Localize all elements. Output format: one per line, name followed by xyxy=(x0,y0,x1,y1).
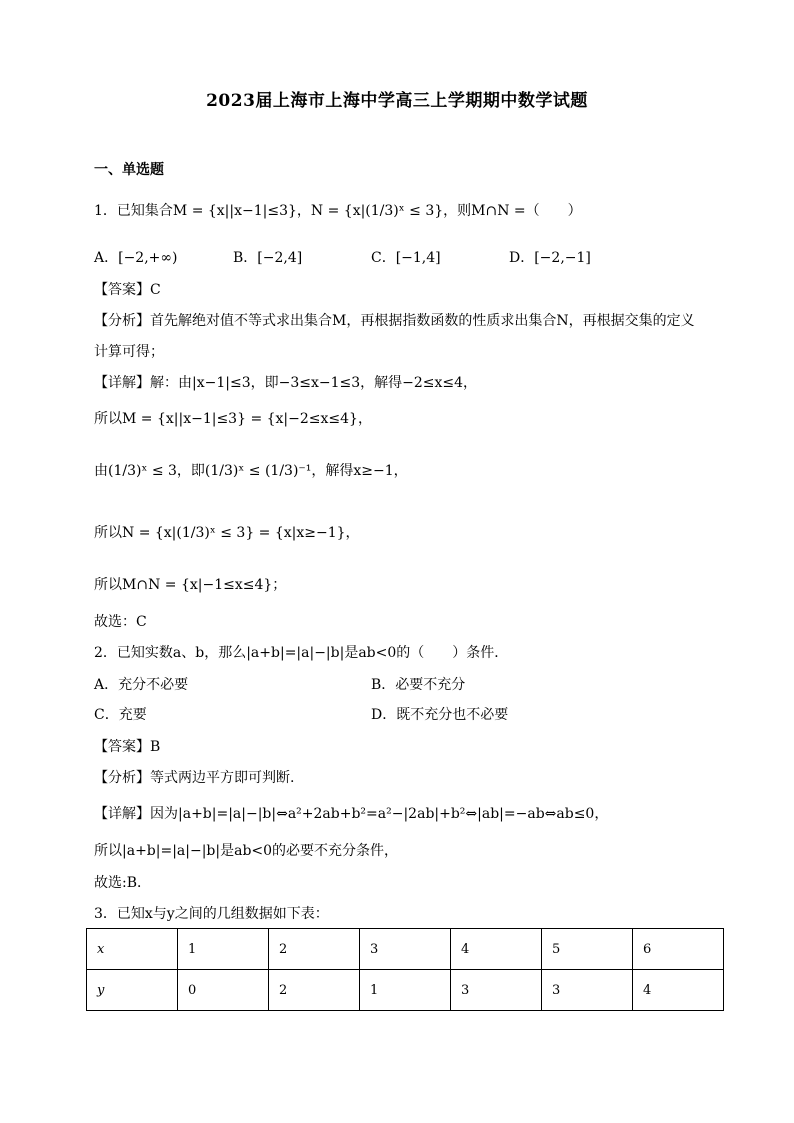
table-cell: 1 xyxy=(178,929,269,970)
table-cell: 3 xyxy=(360,929,451,970)
table-cell: 4 xyxy=(633,970,724,1011)
table-cell: 3 xyxy=(542,970,633,1011)
q2-option-a: A．充分不必要 xyxy=(94,677,189,693)
table-cell: 4 xyxy=(451,929,542,970)
q2-choice: 故选:B． xyxy=(94,875,152,891)
table-cell: 2 xyxy=(269,970,360,1011)
q2-detail-line-2: 所以|a+b|=|a|−|b|是ab<0的必要不充分条件， xyxy=(94,843,399,859)
table-cell: 2 xyxy=(269,929,360,970)
table-cell: 0 xyxy=(178,970,269,1011)
q1-detail-line-5: 所以M∩N = {x|−1≤x≤4}； xyxy=(94,577,287,593)
q1-detail-line-1: 【详解】解：由|x−1|≤3，即−3≤x−1≤3，解得−2≤x≤4， xyxy=(94,375,478,391)
q1-answer: 【答案】C xyxy=(94,282,161,298)
q1-detail-line-2: 所以M = {x||x−1|≤3} = {x|−2≤x≤4}， xyxy=(94,411,372,427)
document-title: 2023届上海市上海中学高三上学期期中数学试题 xyxy=(206,91,588,111)
q1-stem: 1．已知集合M = {x||x−1|≤3}，N = {x|(1/3)ˣ ≤ 3}，则M∩N =（ ） xyxy=(94,203,582,219)
q2-option-b: B．必要不充分 xyxy=(371,677,466,693)
table-row xyxy=(87,929,724,970)
q2-option-c: C．充要 xyxy=(94,707,147,723)
q3-stem: 3．已知x与y之间的几组数据如下表： xyxy=(94,906,329,922)
q1-analysis-line-1: 【分析】首先解绝对值不等式求出集合M，再根据指数函数的性质求出集合N，再根据交集的定义 xyxy=(94,313,695,329)
q2-answer: 【答案】B xyxy=(94,739,161,755)
table-cell: y xyxy=(87,970,178,1011)
table-cell: 6 xyxy=(633,929,724,970)
table-cell: 5 xyxy=(542,929,633,970)
q2-detail-line-1: 【详解】因为|a+b|=|a|−|b|⇔a²+2ab+b²=a²−|2ab|+b²⇔|ab|=−ab⇔ab≤0， xyxy=(94,806,609,822)
table-cell: 1 xyxy=(360,970,451,1011)
table-cell: x xyxy=(87,929,178,970)
table-row xyxy=(87,970,724,1011)
table-cell: 3 xyxy=(451,970,542,1011)
q1-choice: 故选：C xyxy=(94,614,147,630)
q1-option-c: C．[−1,4] xyxy=(371,250,441,266)
q1-detail-line-4: 所以N = {x|(1/3)ˣ ≤ 3} = {x|x≥−1}， xyxy=(94,525,360,541)
section-heading: 一、单选题 xyxy=(94,162,164,178)
q2-option-d: D．既不充分也不必要 xyxy=(371,707,509,723)
q1-detail-line-3: 由(1/3)ˣ ≤ 3，即(1/3)ˣ ≤ (1/3)⁻¹，解得x≥−1， xyxy=(94,463,408,479)
q2-stem: 2．已知实数a、b，那么|a+b|=|a|−|b|是ab<0的（ ）条件． xyxy=(94,645,509,661)
q1-option-b: B．[−2,4] xyxy=(233,250,303,266)
q1-option-a: A．[−2,+∞) xyxy=(94,250,178,266)
q1-option-d: D．[−2,−1] xyxy=(509,250,591,266)
q1-analysis-line-2: 计算可得； xyxy=(94,344,164,360)
q3-data-table xyxy=(86,928,724,1011)
q2-analysis: 【分析】等式两边平方即可判断. xyxy=(94,770,295,786)
